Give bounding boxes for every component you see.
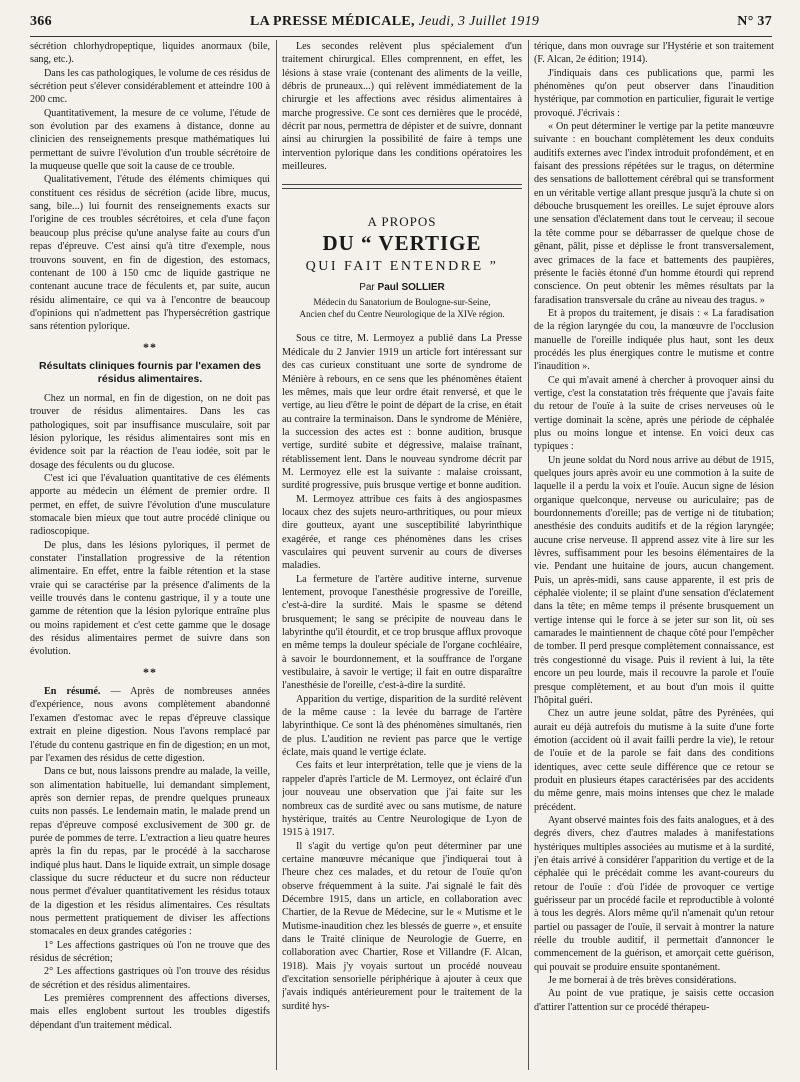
- resume-lead: En résumé.: [44, 686, 101, 698]
- article-rule: [282, 188, 522, 189]
- column-1: [30, 40, 270, 1075]
- issue-number: N° 37: [737, 14, 772, 29]
- paragraph: « On peut déterminer le vertige par la petite manœuvre suivante : en bouchant complètement les deux conduits auditifs externes avec l'index introduit profondément, et en faisant des pressions répétées sur le tragus, on détermine des sensations de ballottement cérébral qui se transforment en un véritable vertige allant presque jusqu'à la chute si on débouche brusquement les oreilles. Le sujet éprouve alors une sensation d'éclatement dans tout le cerveau; il secoue la tête comme pour se débarrasser de quelque chose de gênant, pâlit, pisse et déplisse le front transversalement, avec grimaces de la face et battements des paupières, présente le faciès étonné d'un homme étourdi qui reprend conscience. On peut obtenir les mêmes résultats par la faradisation transversale du crâne au niveau des tragus. »: [534, 121, 774, 306]
- author-affiliation: [282, 297, 522, 320]
- paragraph: Un jeune soldat du Nord nous arrive au début de 1915, quelques jours après avoir eu une commotion à la suite de laquelle il a perdu la voix et l'ouïe. Aucun signe de lésion organique quelconque, nerveuse ou auriculaire; pas de bourdonnements d'oreille; pas de vertige ni de titubation; anesthésie des conduits auditifs et de la région laryngée; aucune crise nerveuse. Il apprend assez vite à lire sur les lèvres, suffisamment pour les besoins élémentaires de la vie. Pendant une huitaine de jours, aucun changement. Puis, un après-midi, sans cause apparente, il est pris de céphalée violente; il se plaint d'une sensation d'éclatement dans la tête; en même temps il présente brusquement un vertige intense qui le force à se jeter sur son lit, où ses camarades le maintiennent de chaque côté pour l'empêcher de tomber. Il perd presque complètement connaissance, est très congestionné du visage. Puis il revient à lui, la tête encore un peu lourde, mais il recouvre la parole et l'ouïe presque complètement, et au bout d'un mois il quitte l'hôpital guéri.: [534, 454, 774, 706]
- page-number: 366: [30, 14, 52, 29]
- issue-date: Jeudi, 3 Juillet 1919: [418, 14, 540, 29]
- paragraph: 2° Les affections gastriques où l'on trouve des résidus de sécrétion et des résidus alimentaires.: [30, 966, 270, 991]
- paragraph: Les secondes relèvent plus spécialement d'un traitement chirurgical. Elles comprennent, en effet, les lésions à stase vraie (contenant des aliments de la veille, débris de pruneaux...) qui relèvent immédiatement de la chirurgie et les affections avec résidus alimentaires à marche progressive. Ce sont ces dernières que le procédé, décrit par nous, permettra de dépister et de suivre, donnant ainsi au chirurgien la possibilité de faire à temps une intervention pylorique dans les conditions opératoires les meilleures.: [282, 41, 522, 173]
- paragraph-resume: [30, 685, 270, 765]
- paragraph: Il s'agit du vertige qu'on peut déterminer par une certaine manœuvre mécanique que j'indiquerai tout à l'heure chez ces malades, et du retour de l'ouïe qu'on observe fréquemment à la suite. J'ai signalé le fait dès Décembre 1915, dans un article, en collaboration avec Chartier, de la Revue de Médecine, sur le « Mutisme et le Mutisme-inaudition chez les blessés de guerre », et ensuite dans le Traité clinique de Neurologie de Guerre, en collaboration avec Chartier, Rose et Villandre (F. Alcan, 1918). Mais j'y voyais surtout un procédé nouveau d'excitation sensorielle périphérique à ajouter à ceux que j'avais indiqués antérieurement pour le traitement de la surdité hys-: [282, 840, 522, 1012]
- author-name: Paul SOLLIER: [377, 282, 445, 294]
- paragraph: Chez un normal, en fin de digestion, on ne doit pas trouver de résidus alimentaires. Dans les cas pathologiques, soit par insuffisance musculaire, soit par lésion pylorique, les résidus alimentaires sont mis en évidence soit par la réaction de l'eau iodée, soit par le dosage des féculents ou du glucose.: [30, 392, 270, 471]
- column-divider: [276, 40, 277, 1070]
- resume-text: — Après de nombreuses années d'expérience, nous avons complètement abandonné l'examen d'estomac avec le repas d'épreuve classique extrait en pleine digestion. Nous l'avons remplacé par l'étude du contenu gastrique en fin de digestion; en un mot, par l'examen des résidus de cette digestion.: [30, 686, 270, 764]
- masthead: [250, 14, 539, 30]
- paragraph: Dans les cas pathologiques, le volume de ces résidus de sécrétion peut s'élever considérablement et atteindre 100 à 200 cmc.: [30, 67, 270, 106]
- article-title-line-1: A PROPOS: [367, 214, 437, 230]
- paragraph: J'indiquais dans ces publications que, parmi les phénomènes qu'on peut observer dans l'inaudition hystérique, par commotion en particulier, figurait le vertige provoqué. J'écrivais :: [534, 67, 774, 119]
- article-rule: [282, 184, 522, 185]
- paragraph: Et à propos du traitement, je disais : « La faradisation de la région laryngée du cou, la manœuvre de l'occlusion manuelle de l'oreille indiquée plus haut, sont les deux procédés les plus énergiques contre le mutisme et contre l'inaudition ».: [534, 307, 774, 373]
- paragraph: Je me bornerai à de très brèves considérations.: [548, 975, 737, 987]
- article-author: [282, 281, 522, 294]
- paragraph: Ces faits et leur interprétation, telle que je viens de la rappeler d'après l'article de M. Lermoyez, ont éclairé d'un jour nouveau une observation que j'ai faite sur les nombreux cas de surdité avec ou sans mutisme, de nature hystérique, traités au Centre Neurologique de Lyon de 1915 à 1917.: [282, 760, 522, 839]
- paragraph: Ayant observé maintes fois des faits analogues, et à des degrés divers, chez d'autres malades à manifestations hystériques multiples associées au mutisme et à la surdité, j'en étais arrivé à considérer l'apparition du vertige et de la céphalée qui le précédait comme les avant-coureurs du retour de l'ouïe : d'où l'idée de provoquer ce vertige guérisseur par un procédé facile et reproductible à volonté à tous les degrés. Alors même qu'il n'amenait qu'un retour partiel ou passager de l'ouïe, il servait à montrer la nature réelle du trouble auditif, il permettait d'annoncer le commencement de la guérison, et amorçait cette guérison, qui pouvait se produire ensuite spontanément.: [534, 814, 774, 973]
- affiliation-line: Médecin du Sanatorium de Boulogne-sur-Seine,: [313, 297, 491, 308]
- column-3: [534, 40, 774, 1075]
- paragraph: Les premières comprennent des affections diverses, mais elles englobent surtout les troubles digestifs dépendant d'un traitement médical.: [30, 993, 270, 1031]
- paragraph: Apparition du vertige, disparition de la surdité relèvent de la même cause : la levée du barrage de l'artère labyrinthique. Ce sont là des phénomènes simultanés, rien de plus. L'audition ne revient pas parce que le vertige éclate, mais quand le vertige éclate.: [282, 693, 522, 759]
- paragraph: Quantitativement, la mesure de ce volume, l'étude de son évolution par des examens à distance, donne au clinicien des renseignements presque mathématiques lui permettant de suivre l'évolution d'un trouble sécrétoire de la muqueuse quelle que soit la cause de ce trouble.: [30, 107, 270, 173]
- paragraph: Sous ce titre, M. Lermoyez a publié dans La Presse Médicale du 2 Janvier 1919 un article fort intéressant sur des cas curieux constituant une sorte de syndrome de Ménière à rebours, en ce sens que les phénomènes étaient les mêmes, mais que leur ordre était renversé, et que le vertige, au lieu d'être le point de départ de la crise, en était au contraire la terminaison. Dans le syndrome de Ménière, la succession des actes est : bonne audition, brusque vertige, surdité subite et dégressive, malaise traînant, rétablissement lent. Dans le nouveau syndrome décrit par M. Lermoyez elle est la suivante : malaise croissant, surdité progressive, puis brusque vertige et bonne audition.: [282, 333, 522, 492]
- affiliation-line: Ancien chef du Centre Neurologique de la XIVe région.: [299, 308, 505, 319]
- paragraph: Dans ce but, nous laissons prendre au malade, la veille, son alimentation habituelle, lui demandant simplement, après son dernier repas, de prendre quelques pruneaux cuits non passés. Le lendemain matin, le malade prend un repas d'épreuve composé exclusivement de 300 gr. de purée de pommes de terre. L'extraction a lieu quatre heures après la fin du repas, par le procédé à la saccharose indiqué plus haut. Dans le liquide extrait, un simple dosage classique du sucre réducteur et du sucre non réducteur nous permet d'évaluer quantitativement les résidus totaux de la digestion et les résidus alimentaires. Ces résultats nous permettent pratiquement de diviser les affections stomacales en deux grandes catégories :: [30, 766, 270, 938]
- author-prefix: Par: [359, 282, 375, 294]
- paragraph: térique, dans mon ouvrage sur l'Hystérie et son traitement (F. Alcan, 2e édition; 1914).: [534, 41, 774, 66]
- section-title: Résultats cliniques fournis par l'examen des résidus alimentaires.: [39, 359, 261, 385]
- section-separator-stars: **: [143, 664, 157, 679]
- section-separator-stars: **: [143, 339, 157, 354]
- paragraph: sécrétion chlorhydropeptique, liquides anormaux (bile, sang, etc.).: [30, 41, 270, 66]
- paragraph: Ce qui m'avait amené à chercher à provoquer ainsi du vertige, c'est la constatation très fréquente que j'avais faite du retour de l'ouïe à la suite de crises nerveuses où le vertige dominait la scène, après une période de céphalée plus ou moins longue et intense. En voici deux cas typiques :: [534, 374, 774, 453]
- column-2: [282, 40, 522, 1075]
- journal-name: LA PRESSE MÉDICALE,: [249, 14, 415, 29]
- header-rule: [30, 36, 772, 37]
- column-divider: [528, 40, 529, 1070]
- paragraph: M. Lermoyez attribue ces faits à des angiospasmes locaux chez des sujets neuro-arthritiques, ou pour mieux dire goutteux, ayant une susceptibilité labyrinthique exagérée, et range ces phénomènes dans les crises vasculaires qui peuvent survenir au cours de diverses maladies.: [282, 493, 522, 572]
- paragraph: C'est ici que l'évaluation quantitative de ces éléments apporte au médecin un élément de premier ordre. Il permet, en effet, de suivre l'évolution d'une musculature stomacale bien mieux que tout autre procédé clinique ou radioscopique.: [30, 472, 270, 538]
- paragraph: Chez un autre jeune soldat, pâtre des Pyrénées, qui aurait eu déjà autrefois du mutisme à la suite d'une forte émotion (accident où il avait failli perdre la vie), le retour de l'ouïe et de la parole se fait dans des conditions identiques, avec cette seule différence que ce retour se produit en plusieurs étapes caractérisées par des accidents du même genre, mais moins intenses que chez le malade précédent.: [534, 708, 774, 813]
- paragraph: 1° Les affections gastriques où l'on ne trouve que des résidus de sécrétion;: [30, 939, 270, 964]
- paragraph: La fermeture de l'artère auditive interne, survenue lentement, provoque l'anesthésie progressive de l'oreille, c'est-à-dire la surdité. Mais le spasme se détend brusquement; le sang se précipite de nouveau dans le labyrinthe qu'il étourdit, et ce trop brusque afflux provoque en même temps la douleur spéciale de l'organe cochléaire, à savoir le bourdonnement, et la souffrance de l'organe vestibulaire, à savoir le vertige; il fait en outre disparaître l'anesthésie de l'oreille, c'est-à-dire la surdité.: [282, 573, 522, 692]
- article-title-line-2: DU “ VERTIGE: [322, 230, 482, 255]
- article-title-line-3: QUI FAIT ENTENDRE ”: [305, 258, 499, 274]
- paragraph: Au point de vue pratique, je saisis cette occasion d'attirer l'attention sur ce procédé thérapeu-: [534, 988, 774, 1013]
- paragraph: De plus, dans les lésions pyloriques, il permet de constater l'installation progressive de la rétention alimentaire. En effet, entre la faible rétention et la stase vraie qui se caractérise par la présence d'aliments de la veille trouvés dans le contenu gastrique, il y a toute une gamme de rétention que la lésion pylorique entraîne plus ou moins rapidement et c'est cette gamme que le dosage des résidus alimentaires permet de suivre dans son évolution.: [30, 539, 270, 658]
- paragraph: Qualitativement, l'étude des éléments chimiques qui constituent ces résidus de sécrétion (acide libre, mucus, sang, bile...) lui fournit des renseignements exacts sur l'origine de ces troubles sécrétoires, et cela d'une façon beaucoup plus précise qu'une analyse faite au cours d'un repas d'épreuve. C'est ainsi qu'à titre d'exemple, nous trouvons souvent, en fin de digestion, des estomacs, contenant de 100 à 150 cmc de liquide gastrique ne contenant aucune trace de féculents et, par suite, aucun résidu alimentaire, ce qui va à l'encontre de beaucoup d'opinions qui n'admettent pas l'hypersécrétion gastrique sans rétention pylorique.: [30, 174, 270, 333]
- page-header: [30, 10, 772, 34]
